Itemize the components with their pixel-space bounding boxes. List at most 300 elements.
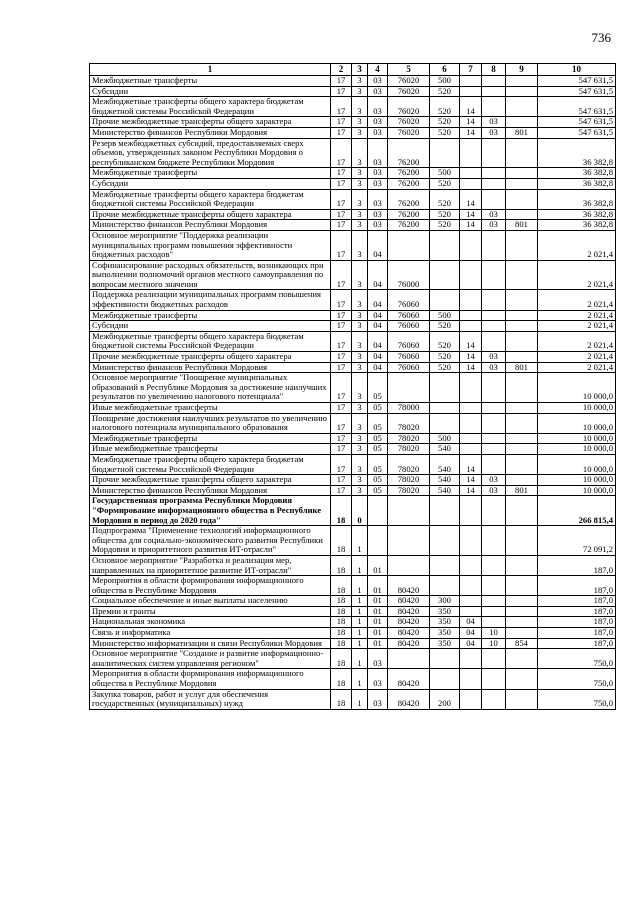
row-code-cell: 01 [368, 617, 388, 628]
row-code-cell: 3 [352, 454, 368, 474]
row-code-cell: 18 [331, 617, 352, 628]
row-code-cell [430, 555, 460, 575]
row-code-cell: 78020 [388, 475, 430, 486]
row-name-cell: Межбюджетные трансферты общего характера бюджетам бюджетной системы Российской Федерации [90, 97, 331, 117]
table-row [90, 526, 616, 556]
row-code-cell [430, 290, 460, 310]
row-code-cell [460, 433, 482, 444]
row-code-cell [506, 496, 538, 526]
table-row [90, 596, 616, 607]
row-code-cell [482, 444, 506, 455]
row-amount-cell: 10 000,0 [538, 373, 616, 403]
row-name-cell: Министерство финансов Республики Мордовия [90, 127, 331, 138]
row-code-cell [460, 413, 482, 433]
row-amount-cell: 266 815,4 [538, 496, 616, 526]
row-code-cell [506, 606, 538, 617]
row-code-cell: 854 [506, 638, 538, 649]
row-code-cell: 520 [430, 331, 460, 351]
row-code-cell [506, 628, 538, 639]
row-code-cell [482, 496, 506, 526]
row-code-cell: 3 [352, 321, 368, 332]
row-code-cell: 17 [331, 189, 352, 209]
table-row [90, 209, 616, 220]
row-amount-cell: 2 021,4 [538, 331, 616, 351]
row-name-cell: Министерство финансов Республики Мордовия [90, 362, 331, 373]
table-row [90, 138, 616, 168]
row-code-cell: 3 [352, 444, 368, 455]
row-code-cell [460, 526, 482, 556]
row-code-cell: 01 [368, 596, 388, 607]
row-amount-cell: 36 382,8 [538, 168, 616, 179]
row-code-cell [460, 373, 482, 403]
row-code-cell: 17 [331, 290, 352, 310]
row-code-cell: 1 [352, 628, 368, 639]
row-code-cell: 03 [368, 76, 388, 87]
row-code-cell: 520 [430, 189, 460, 209]
row-code-cell: 04 [368, 260, 388, 290]
table-row [90, 606, 616, 617]
row-code-cell [506, 352, 538, 363]
row-code-cell: 03 [482, 485, 506, 496]
row-code-cell: 78000 [388, 403, 430, 414]
row-code-cell [460, 689, 482, 709]
row-code-cell: 18 [331, 576, 352, 596]
row-name-cell: Прочие межбюджетные трансферты общего характера [90, 475, 331, 486]
row-code-cell: 3 [352, 117, 368, 128]
row-code-cell [430, 373, 460, 403]
row-code-cell: 18 [331, 628, 352, 639]
row-code-cell: 76020 [388, 127, 430, 138]
row-code-cell: 01 [368, 576, 388, 596]
row-code-cell: 17 [331, 444, 352, 455]
row-code-cell: 17 [331, 127, 352, 138]
row-code-cell [388, 496, 430, 526]
row-code-cell: 3 [352, 362, 368, 373]
row-name-cell: Софинансирование расходных обязательств, возникающих при выполнении полномочий органов местного самоуправления по вопросам местного значения [90, 260, 331, 290]
row-code-cell: 17 [331, 97, 352, 117]
table-row [90, 76, 616, 87]
row-code-cell: 3 [352, 168, 368, 179]
table-row [90, 220, 616, 231]
row-amount-cell: 10 000,0 [538, 475, 616, 486]
header-cell: 9 [506, 64, 538, 76]
row-code-cell: 300 [430, 596, 460, 607]
row-code-cell: 520 [430, 220, 460, 231]
row-code-cell: 03 [368, 209, 388, 220]
row-code-cell [482, 168, 506, 179]
row-name-cell: Субсидии [90, 86, 331, 97]
row-code-cell: 18 [331, 555, 352, 575]
row-code-cell: 520 [430, 209, 460, 220]
row-code-cell: 04 [460, 628, 482, 639]
row-code-cell: 03 [368, 178, 388, 189]
row-code-cell: 801 [506, 220, 538, 231]
row-code-cell: 17 [331, 413, 352, 433]
row-code-cell: 17 [331, 433, 352, 444]
row-code-cell: 05 [368, 485, 388, 496]
row-code-cell: 17 [331, 310, 352, 321]
table-row [90, 290, 616, 310]
row-code-cell [506, 138, 538, 168]
row-code-cell: 350 [430, 628, 460, 639]
row-code-cell: 05 [368, 454, 388, 474]
row-code-cell [482, 649, 506, 669]
row-code-cell [430, 496, 460, 526]
row-code-cell: 520 [430, 321, 460, 332]
row-code-cell: 01 [368, 555, 388, 575]
table-row [90, 689, 616, 709]
header-cell: 8 [482, 64, 506, 76]
row-code-cell [430, 260, 460, 290]
row-code-cell: 18 [331, 496, 352, 526]
row-code-cell: 03 [368, 189, 388, 209]
row-code-cell: 17 [331, 230, 352, 260]
row-code-cell: 80420 [388, 689, 430, 709]
row-code-cell: 1 [352, 576, 368, 596]
row-code-cell [482, 290, 506, 310]
row-name-cell: Резерв межбюджетных субсидий, предоставляемых сверх объемов, утвержденных законом Республики Мордовия о республиканском бюджете Республики Мордовия [90, 138, 331, 168]
row-code-cell: 14 [460, 352, 482, 363]
row-code-cell: 04 [368, 290, 388, 310]
row-amount-cell: 547 631,5 [538, 127, 616, 138]
row-amount-cell: 2 021,4 [538, 230, 616, 260]
row-code-cell [460, 555, 482, 575]
row-amount-cell: 10 000,0 [538, 485, 616, 496]
row-code-cell: 0 [352, 496, 368, 526]
row-code-cell [482, 331, 506, 351]
row-code-cell: 18 [331, 638, 352, 649]
row-code-cell: 04 [368, 230, 388, 260]
row-code-cell: 17 [331, 475, 352, 486]
row-code-cell: 76200 [388, 138, 430, 168]
row-code-cell: 500 [430, 310, 460, 321]
table-row [90, 638, 616, 649]
row-code-cell: 17 [331, 321, 352, 332]
row-amount-cell: 547 631,5 [538, 117, 616, 128]
row-code-cell: 76200 [388, 189, 430, 209]
row-code-cell: 17 [331, 138, 352, 168]
row-code-cell: 76200 [388, 178, 430, 189]
row-code-cell: 03 [368, 86, 388, 97]
row-code-cell: 801 [506, 485, 538, 496]
table-row [90, 454, 616, 474]
row-amount-cell: 10 000,0 [538, 454, 616, 474]
row-code-cell [482, 403, 506, 414]
row-code-cell: 03 [368, 649, 388, 669]
row-code-cell [482, 138, 506, 168]
row-code-cell: 17 [331, 454, 352, 474]
table-row [90, 649, 616, 669]
row-code-cell [482, 606, 506, 617]
row-code-cell [506, 310, 538, 321]
row-amount-cell: 750,0 [538, 649, 616, 669]
row-code-cell [506, 596, 538, 607]
row-code-cell: 520 [430, 178, 460, 189]
row-code-cell: 05 [368, 444, 388, 455]
table-row [90, 496, 616, 526]
row-code-cell: 03 [368, 669, 388, 689]
table-row [90, 260, 616, 290]
row-name-cell: Межбюджетные трансферты [90, 433, 331, 444]
row-code-cell: 80420 [388, 669, 430, 689]
row-code-cell [482, 230, 506, 260]
row-code-cell [482, 576, 506, 596]
row-code-cell [482, 689, 506, 709]
table-row [90, 331, 616, 351]
row-code-cell [388, 230, 430, 260]
row-code-cell: 76060 [388, 321, 430, 332]
row-code-cell [506, 189, 538, 209]
table-row [90, 444, 616, 455]
row-code-cell: 14 [460, 331, 482, 351]
row-name-cell: Межбюджетные трансферты [90, 168, 331, 179]
row-code-cell: 17 [331, 168, 352, 179]
row-code-cell: 80420 [388, 576, 430, 596]
row-code-cell: 80420 [388, 617, 430, 628]
row-code-cell [460, 606, 482, 617]
header-cell: 4 [368, 64, 388, 76]
row-code-cell: 03 [368, 689, 388, 709]
row-amount-cell: 2 021,4 [538, 260, 616, 290]
table-row [90, 189, 616, 209]
row-code-cell: 3 [352, 475, 368, 486]
row-code-cell [506, 403, 538, 414]
row-code-cell: 3 [352, 331, 368, 351]
row-code-cell [460, 496, 482, 526]
row-code-cell: 3 [352, 310, 368, 321]
row-name-cell: Субсидии [90, 321, 331, 332]
row-amount-cell: 36 382,8 [538, 138, 616, 168]
row-code-cell [460, 444, 482, 455]
row-code-cell: 14 [460, 117, 482, 128]
row-amount-cell: 2 021,4 [538, 310, 616, 321]
row-name-cell: Связь и информатика [90, 628, 331, 639]
row-code-cell [388, 373, 430, 403]
row-code-cell: 17 [331, 260, 352, 290]
row-name-cell: Основное мероприятие "Создание и развитие информационно-аналитических систем управления регионом" [90, 649, 331, 669]
row-code-cell: 03 [368, 138, 388, 168]
row-code-cell: 05 [368, 403, 388, 414]
row-code-cell: 17 [331, 373, 352, 403]
row-code-cell [460, 178, 482, 189]
row-code-cell [506, 178, 538, 189]
row-code-cell: 3 [352, 138, 368, 168]
row-name-cell: Межбюджетные трансферты общего характера бюджетам бюджетной системы Российской Федерации [90, 189, 331, 209]
row-code-cell: 78020 [388, 454, 430, 474]
header-cell: 6 [430, 64, 460, 76]
row-code-cell: 03 [482, 127, 506, 138]
row-name-cell: Премии и гранты [90, 606, 331, 617]
row-name-cell: Поддержка реализации муниципальных программ повышения эффективности бюджетных расходов [90, 290, 331, 310]
row-code-cell [482, 669, 506, 689]
row-name-cell: Министерство финансов Республики Мордовия [90, 220, 331, 231]
table-row [90, 669, 616, 689]
row-code-cell: 04 [368, 310, 388, 321]
row-code-cell: 3 [352, 178, 368, 189]
row-code-cell: 1 [352, 526, 368, 556]
row-code-cell [482, 373, 506, 403]
table-row [90, 97, 616, 117]
header-cell: 1 [90, 64, 331, 76]
row-code-cell [460, 649, 482, 669]
row-name-cell: Поощрение достижения наилучших результатов по увеличению налогового потенциала муниципального образования [90, 413, 331, 433]
row-code-cell: 17 [331, 178, 352, 189]
row-name-cell: Основное мероприятие "Разработка и реализация мер, направленных на приоритетное развитие ИТ-отрасли" [90, 555, 331, 575]
table-row [90, 555, 616, 575]
row-amount-cell: 10 000,0 [538, 413, 616, 433]
row-name-cell: Социальное обеспечение и иные выплаты населению [90, 596, 331, 607]
row-code-cell: 3 [352, 189, 368, 209]
row-amount-cell: 36 382,8 [538, 178, 616, 189]
row-code-cell: 78020 [388, 433, 430, 444]
row-code-cell [482, 433, 506, 444]
row-code-cell [506, 97, 538, 117]
row-amount-cell: 547 631,5 [538, 97, 616, 117]
row-code-cell: 18 [331, 606, 352, 617]
row-code-cell [506, 230, 538, 260]
row-code-cell [482, 617, 506, 628]
row-code-cell [506, 373, 538, 403]
row-amount-cell: 36 382,8 [538, 209, 616, 220]
row-code-cell [506, 209, 538, 220]
row-code-cell: 801 [506, 127, 538, 138]
row-name-cell: Мероприятия в области формирования информационного общества в Республике Мордовия [90, 669, 331, 689]
row-code-cell: 520 [430, 86, 460, 97]
row-code-cell: 3 [352, 413, 368, 433]
row-code-cell [430, 526, 460, 556]
row-code-cell [460, 596, 482, 607]
row-code-cell: 1 [352, 555, 368, 575]
row-code-cell [482, 97, 506, 117]
row-code-cell [482, 555, 506, 575]
row-code-cell: 3 [352, 76, 368, 87]
row-code-cell: 04 [368, 321, 388, 332]
row-code-cell: 80420 [388, 596, 430, 607]
row-code-cell: 17 [331, 209, 352, 220]
row-code-cell: 3 [352, 209, 368, 220]
row-code-cell [460, 76, 482, 87]
row-code-cell: 14 [460, 127, 482, 138]
row-code-cell: 14 [460, 209, 482, 220]
row-code-cell [460, 576, 482, 596]
row-amount-cell: 187,0 [538, 638, 616, 649]
row-code-cell: 520 [430, 362, 460, 373]
row-code-cell: 3 [352, 127, 368, 138]
row-code-cell: 01 [368, 638, 388, 649]
row-code-cell: 3 [352, 86, 368, 97]
row-code-cell [506, 526, 538, 556]
row-code-cell: 1 [352, 596, 368, 607]
row-amount-cell: 750,0 [538, 669, 616, 689]
row-code-cell: 520 [430, 352, 460, 363]
row-code-cell: 1 [352, 689, 368, 709]
row-code-cell: 03 [368, 220, 388, 231]
row-code-cell [482, 454, 506, 474]
row-amount-cell: 187,0 [538, 555, 616, 575]
table-row [90, 576, 616, 596]
row-code-cell: 1 [352, 649, 368, 669]
row-code-cell: 17 [331, 485, 352, 496]
page-number: 736 [591, 30, 611, 45]
row-code-cell: 76020 [388, 117, 430, 128]
row-code-cell: 03 [368, 168, 388, 179]
header-row [90, 64, 616, 76]
row-code-cell: 04 [368, 331, 388, 351]
row-code-cell [482, 321, 506, 332]
row-code-cell: 540 [430, 475, 460, 486]
row-code-cell: 05 [368, 475, 388, 486]
row-code-cell [482, 526, 506, 556]
row-name-cell: Подпрограмма "Применение технологий информационного общества для социально-экономического развития Республики Мордовия и приоритетного развития ИТ-отрасли" [90, 526, 331, 556]
row-code-cell: 17 [331, 76, 352, 87]
row-name-cell: Министерство финансов Республики Мордовия [90, 485, 331, 496]
row-code-cell: 17 [331, 86, 352, 97]
row-name-cell: Межбюджетные трансферты общего характера бюджетам бюджетной системы Российской Федерации [90, 331, 331, 351]
row-amount-cell: 547 631,5 [538, 86, 616, 97]
row-code-cell: 18 [331, 596, 352, 607]
row-name-cell: Иные межбюджетные трансферты [90, 403, 331, 414]
row-code-cell [460, 86, 482, 97]
row-code-cell: 520 [430, 97, 460, 117]
row-name-cell: Прочие межбюджетные трансферты общего характера [90, 117, 331, 128]
row-code-cell: 03 [482, 209, 506, 220]
row-name-cell: Субсидии [90, 178, 331, 189]
row-code-cell: 76060 [388, 331, 430, 351]
row-code-cell [506, 413, 538, 433]
row-code-cell: 350 [430, 638, 460, 649]
row-code-cell [482, 310, 506, 321]
row-amount-cell: 187,0 [538, 576, 616, 596]
row-code-cell [460, 290, 482, 310]
row-code-cell: 14 [460, 362, 482, 373]
table-row [90, 617, 616, 628]
row-code-cell [430, 413, 460, 433]
row-code-cell: 03 [482, 117, 506, 128]
row-code-cell: 540 [430, 485, 460, 496]
row-code-cell: 14 [460, 485, 482, 496]
row-code-cell [506, 321, 538, 332]
row-code-cell [506, 689, 538, 709]
row-amount-cell: 187,0 [538, 596, 616, 607]
row-code-cell [506, 555, 538, 575]
row-code-cell: 76060 [388, 290, 430, 310]
row-code-cell: 76020 [388, 76, 430, 87]
row-code-cell: 05 [368, 433, 388, 444]
row-amount-cell: 187,0 [538, 606, 616, 617]
row-code-cell: 350 [430, 617, 460, 628]
table-row [90, 86, 616, 97]
row-code-cell: 04 [368, 362, 388, 373]
row-code-cell: 76200 [388, 168, 430, 179]
row-code-cell: 80420 [388, 638, 430, 649]
row-code-cell [388, 526, 430, 556]
row-code-cell: 520 [430, 117, 460, 128]
row-code-cell [506, 617, 538, 628]
row-code-cell: 14 [460, 220, 482, 231]
table-row [90, 628, 616, 639]
row-code-cell [460, 168, 482, 179]
row-code-cell: 3 [352, 97, 368, 117]
row-code-cell: 03 [482, 352, 506, 363]
table-row [90, 352, 616, 363]
row-code-cell: 03 [482, 475, 506, 486]
row-name-cell: Национальная экономика [90, 617, 331, 628]
row-code-cell [506, 433, 538, 444]
row-code-cell [482, 76, 506, 87]
row-code-cell [506, 168, 538, 179]
table-row [90, 321, 616, 332]
row-amount-cell: 72 091,2 [538, 526, 616, 556]
